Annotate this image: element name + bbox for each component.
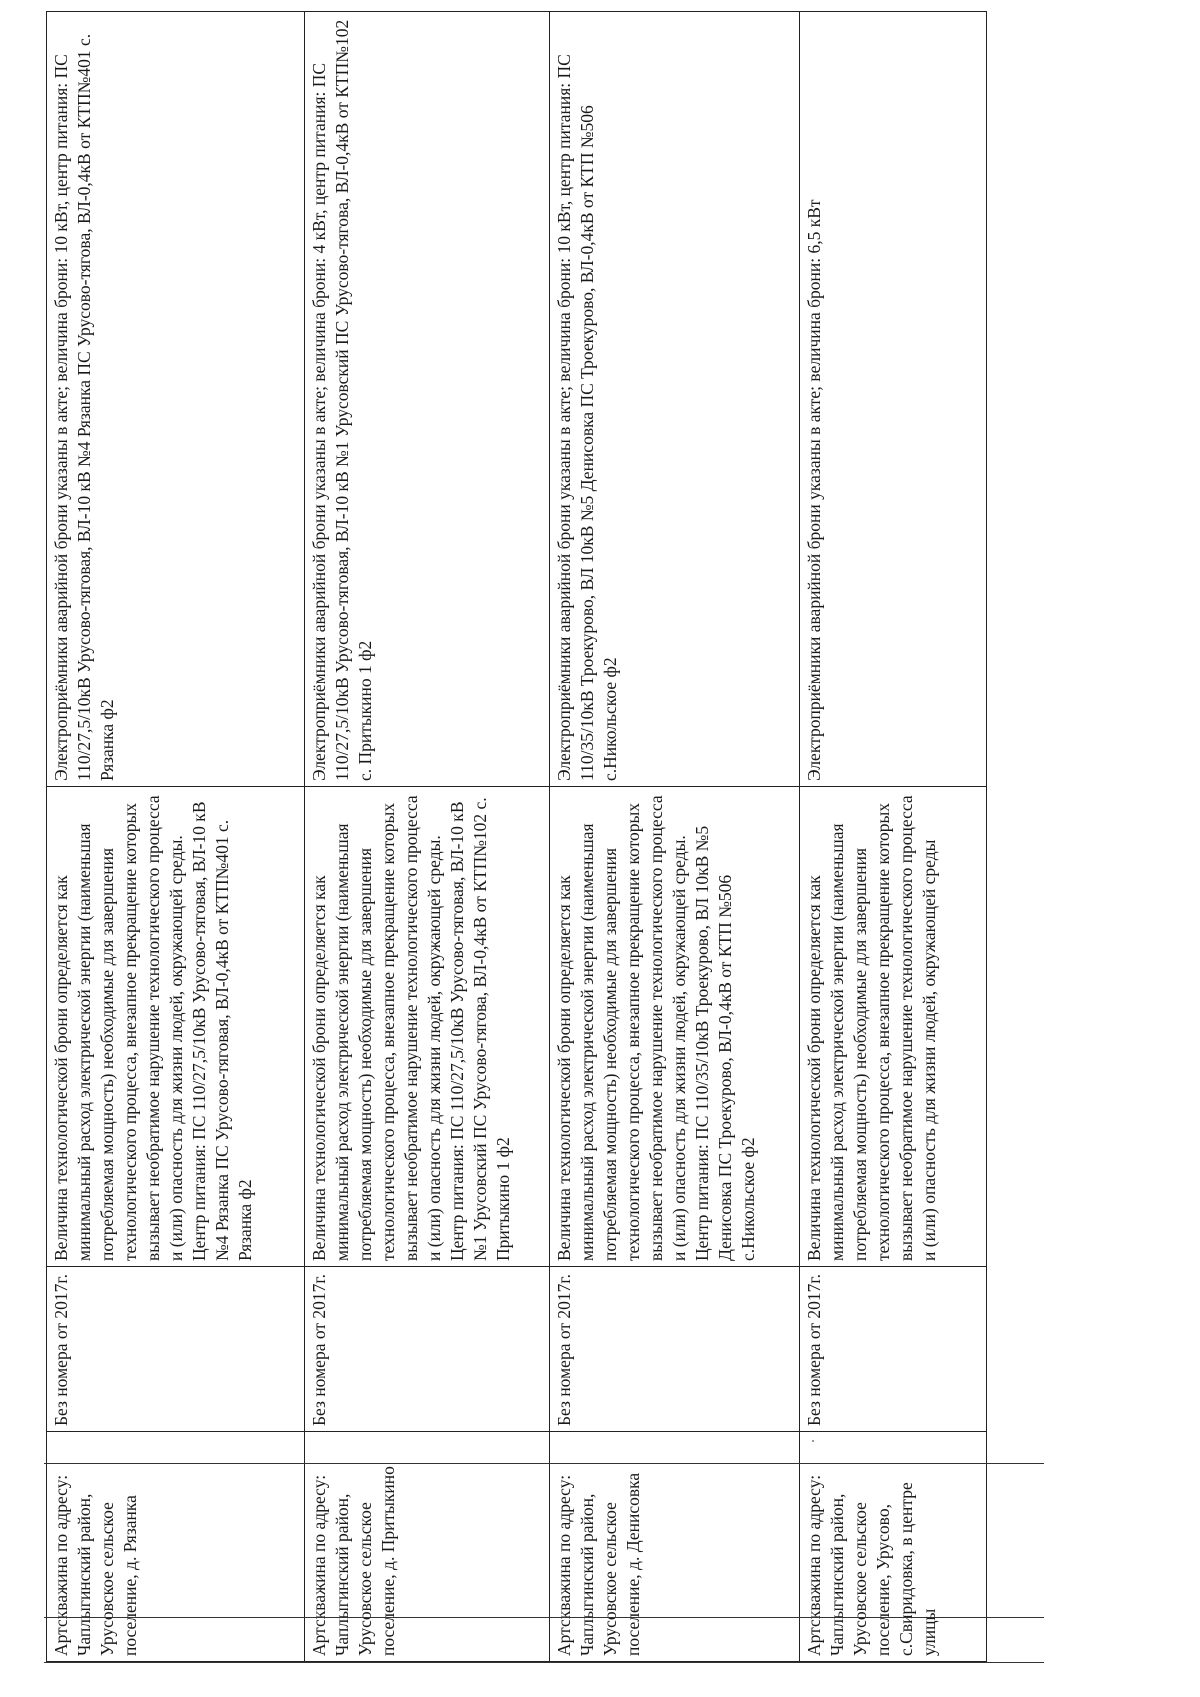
emergency-reserve-cell: Электроприёмники аварийной брони указаны в акте; величина брони: 10 кВт, центр питания: ПС 110/27,5/10кВ Урусово-тяговая, ВЛ-10 кВ №4 Рязанка ПС Урусово-тягова, ВЛ-0,4кВ от КТП№401 с. Рязанка ф2: [47, 12, 305, 787]
tech-reserve-cell: Величина технологической брони определяется как минимальный расход электрической энергии (наименьшая потребляемая мощность) необходимые для завершения технологического процесса, внезапное прекращение которых вызывает необратимое нарушение технологического процесса и (или) опасность для жизни людей, окружающей среды: [800, 787, 987, 1267]
divider-line: [44, 1662, 1044, 1663]
emergency-reserve-cell: Электроприёмники аварийной брони указаны в акте; величина брони: 6,5 кВт: [800, 12, 987, 787]
object-cell: Артскважина по адресу: Чаплыгинский район, Урусовское сельское поселение, д. Притыкино: [305, 1432, 550, 1662]
divider-line: [44, 1617, 1044, 1618]
emergency-reserve-cell: Электроприёмники аварийной брони указаны в акте; величина брони: 4 кВт, центр питания: ПС 110/27,5/10кВ Урусово-тяговая, ВЛ-10 кВ №1 Урусовский ПС Урусово-тягова, ВЛ-0,4кВ от КТП№102 с. Притыкино 1 ф2: [305, 12, 550, 787]
reservation-table: [46, 11, 987, 1662]
tech-reserve-cell: Величина технологической брони определяется как минимальный расход электрической энергии (наименьшая потребляемая мощность) необходимые для завершения технологического процесса, внезапное прекращение которых вызывает необратимое нарушение технологического процесса и (или) опасность для жизни людей, окружающей среды. Центр питания: ПС 110/27,5/10кВ Урусово-тяговая, ВЛ-10 кВ №1 Урусовский ПС Урусово-тягова, ВЛ-0,4кВ от КТП№102 с. Притыкино 1 ф2: [305, 787, 550, 1267]
table-row: [305, 12, 550, 1662]
emergency-reserve-cell: Электроприёмники аварийной брони указаны в акте; величина брони: 10 кВт, центр питания: ПС 110/35/10кВ Троекурово, ВЛ 10кВ №5 Денисовка ПС Троекурово, ВЛ-0,4кВ от КТП №506 с.Никольское ф2: [550, 12, 800, 787]
table-row: [800, 12, 987, 1662]
tech-reserve-cell: Величина технологической брони определяется как минимальный расход электрической энергии (наименьшая потребляемая мощность) необходимые для завершения технологического процесса, внезапное прекращение которых вызывает необратимое нарушение технологического процесса и (или) опасность для жизни людей, окружающей среды. Центр питания: ПС 110/35/10кВ Троекурово, ВЛ 10кВ №5 Денисовка ПС Троекурово, ВЛ-0,4кВ от КТП №506 с.Никольское ф2: [550, 787, 800, 1267]
tech-reserve-cell: Величина технологической брони определяется как минимальный расход электрической энергии (наименьшая потребляемая мощность) необходимые для завершения технологического процесса, внезапное прекращение которых вызывает необратимое нарушение технологического процесса и (или) опасность для жизни людей, окружающей среды. Центр питания: ПС 110/27,5/10кВ Урусово-тяговая, ВЛ-10 кВ №4 Рязанка ПС Урусово-тяговая, ВЛ-0,4кВ от КТП№401 с. Рязанка ф2: [47, 787, 305, 1267]
scan-speck: [812, 1440, 814, 1442]
table-row: [550, 12, 800, 1662]
divider-line: [44, 1463, 1044, 1464]
object-cell: Артскважина по адресу: Чаплыгинский район, Урусовское сельское поселение, д. Рязанка: [47, 1432, 305, 1662]
rotated-table-wrapper: [46, 12, 986, 1662]
act-cell: Без номера от 2017г.: [550, 1267, 800, 1432]
act-cell: Без номера от 2017г.: [47, 1267, 305, 1432]
object-cell: Артскважина по адресу: Чаплыгинский район, Урусовское сельское поселение, Урусово, с.Свиридовка, в центре улицы: [800, 1432, 987, 1662]
act-cell: Без номера от 2017г.: [800, 1267, 987, 1432]
act-cell: Без номера от 2017г.: [305, 1267, 550, 1432]
object-cell: Артскважина по адресу: Чаплыгинский район, Урусовское сельское поселение, д. Денисовка: [550, 1432, 800, 1662]
table-row: [47, 12, 305, 1662]
